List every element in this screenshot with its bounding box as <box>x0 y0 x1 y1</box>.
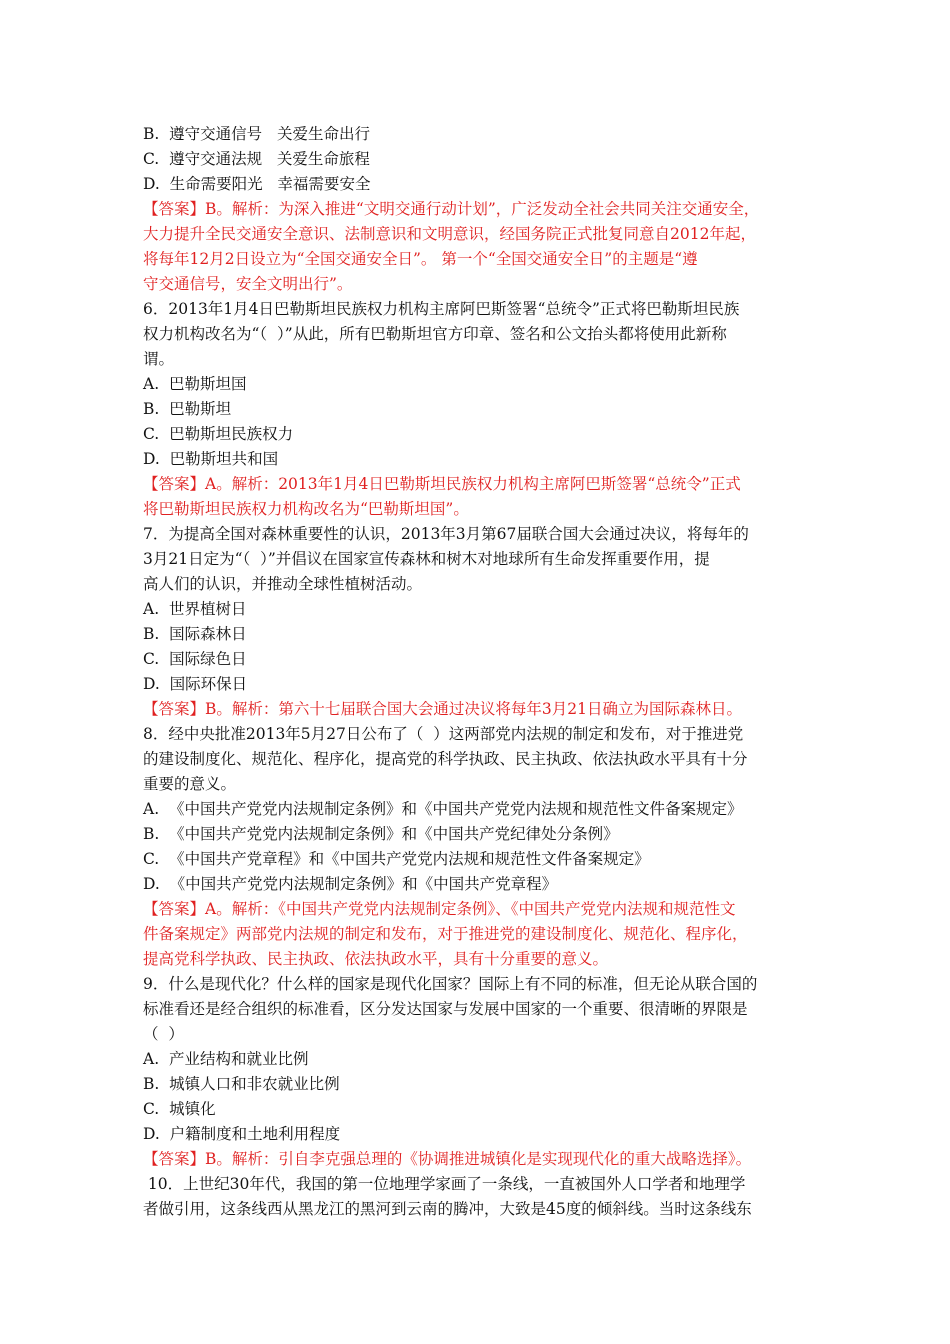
question-8 <box>143 722 823 897</box>
answer-line: 【答案】A。解析：2013年1月4日巴勒斯坦民族权力机构主席阿巴斯签署“总统令”正式 <box>143 475 741 493</box>
answer-line: 【答案】A。解析：《中国共产党党内法规制定条例》、《中国共产党党内法规和规范性文 <box>143 900 736 918</box>
question-5-answer <box>143 197 823 297</box>
question-7 <box>143 522 823 697</box>
question-6 <box>143 297 823 472</box>
option-c: C. 《中国共产党章程》和《中国共产党党内法规和规范性文件备案规定》 <box>143 850 650 868</box>
question-10 <box>143 1172 823 1222</box>
question-line: 标准看还是经合组织的标准看，区分发达国家与发展中国家的一个重要、很清晰的界限是 <box>143 1000 748 1018</box>
option-b: B. 巴勒斯坦 <box>143 400 232 418</box>
question-line: 的建设制度化、规范化、程序化，提高党的科学执政、民主执政、依法执政水平具有十分 <box>143 750 748 768</box>
option-d: D. 巴勒斯坦共和国 <box>143 450 279 468</box>
option-b: B. 国际森林日 <box>143 625 247 643</box>
option-a: A. 《中国共产党党内法规制定条例》和《中国共产党党内法规和规范性文件备案规定》 <box>143 800 743 818</box>
option-c: C. 遵守交通法规 关爱生命旅程 <box>143 150 370 168</box>
option-c: C. 城镇化 <box>143 1100 216 1118</box>
option-c: C. 国际绿色日 <box>143 650 247 668</box>
option-b: B. 《中国共产党党内法规制定条例》和《中国共产党纪律处分条例》 <box>143 825 619 843</box>
option-d: D. 生命需要阳光 幸福需要安全 <box>143 175 371 193</box>
question-9 <box>143 972 823 1147</box>
question-6-answer <box>143 472 823 522</box>
option-a: A. 产业结构和就业比例 <box>143 1050 309 1068</box>
option-d: D. 国际环保日 <box>143 675 248 693</box>
answer-line: 提高党科学执政、民主执政、依法执政水平，具有十分重要的意义。 <box>143 950 609 968</box>
question-line: 7．为提高全国对森林重要性的认识，2013年3月第67届联合国大会通过决议，将每年的 <box>143 525 749 543</box>
question-line: 高人们的认识，并推动全球性植树活动。 <box>143 575 423 593</box>
question-line: 10．上世纪30年代，我国的第一位地理学家画了一条线，一直被国外人口学者和地理学 <box>143 1175 746 1193</box>
option-c: C. 巴勒斯坦民族权力 <box>143 425 294 443</box>
question-9-answer <box>143 1147 823 1172</box>
question-8-answer <box>143 897 823 972</box>
option-a: A. 世界植树日 <box>143 600 247 618</box>
question-line: 8．经中央批准2013年5月27日公布了（ ）这两部党内法规的制定和发布，对于推进党 <box>143 725 744 743</box>
answer-line: 件备案规定》两部党内法规的制定和发布，对于推进党的建设制度化、规范化、程序化， <box>143 925 748 943</box>
answer-line: 大力提升全民交通安全意识、法制意识和文明意识，经国务院正式批复同意自2012年起， <box>143 225 756 243</box>
question-line: 者做引用，这条线西从黑龙江的黑河到云南的腾冲，大致是45度的倾斜线。当时这条线东 <box>143 1200 752 1218</box>
question-line: 谓。 <box>143 350 175 368</box>
question-line: 9．什么是现代化？什么样的国家是现代化国家？国际上有不同的标准，但无论从联合国的 <box>143 975 758 993</box>
answer-line: 【答案】B。解析：第六十七届联合国大会通过决议将每年3月21日确立为国际森林日。 <box>143 700 742 718</box>
answer-line: 将每年12月2日设立为“全国交通安全日”。 第一个“全国交通安全日”的主题是“遵 <box>143 250 698 268</box>
answer-line: 【答案】B。解析：为深入推进“文明交通行动计划”，广泛发动全社会共同关注交通安全， <box>143 200 760 218</box>
question-7-answer <box>143 697 823 722</box>
question-5-options <box>143 122 823 197</box>
document-body <box>143 122 823 1222</box>
option-b: B. 城镇人口和非农就业比例 <box>143 1075 340 1093</box>
option-b: B. 遵守交通信号 关爱生命出行 <box>143 125 370 143</box>
option-d: D. 户籍制度和土地利用程度 <box>143 1125 341 1143</box>
option-a: A. 巴勒斯坦国 <box>143 375 247 393</box>
question-line: 3月21日定为“（ ）”并倡议在国家宣传森林和树木对地球所有生命发挥重要作用，提 <box>143 550 710 568</box>
option-d: D. 《中国共产党党内法规制定条例》和《中国共产党章程》 <box>143 875 558 893</box>
question-line: 重要的意义。 <box>143 775 237 793</box>
answer-line: 【答案】B。解析：引自李克强总理的《协调推进城镇化是实现现代化的重大战略选择》。 <box>143 1150 752 1168</box>
question-line: （ ） <box>143 1025 184 1043</box>
question-line: 权力机构改名为“（ ）”从此，所有巴勒斯坦官方印章、签名和公文抬头都将使用此新称 <box>143 325 727 343</box>
answer-line: 守交通信号，安全文明出行”。 <box>143 275 353 293</box>
question-line: 6．2013年1月4日巴勒斯坦民族权力机构主席阿巴斯签署“总统令”正式将巴勒斯坦民族 <box>143 300 740 318</box>
answer-line: 将巴勒斯坦民族权力机构改名为“巴勒斯坦国”。 <box>143 500 469 518</box>
